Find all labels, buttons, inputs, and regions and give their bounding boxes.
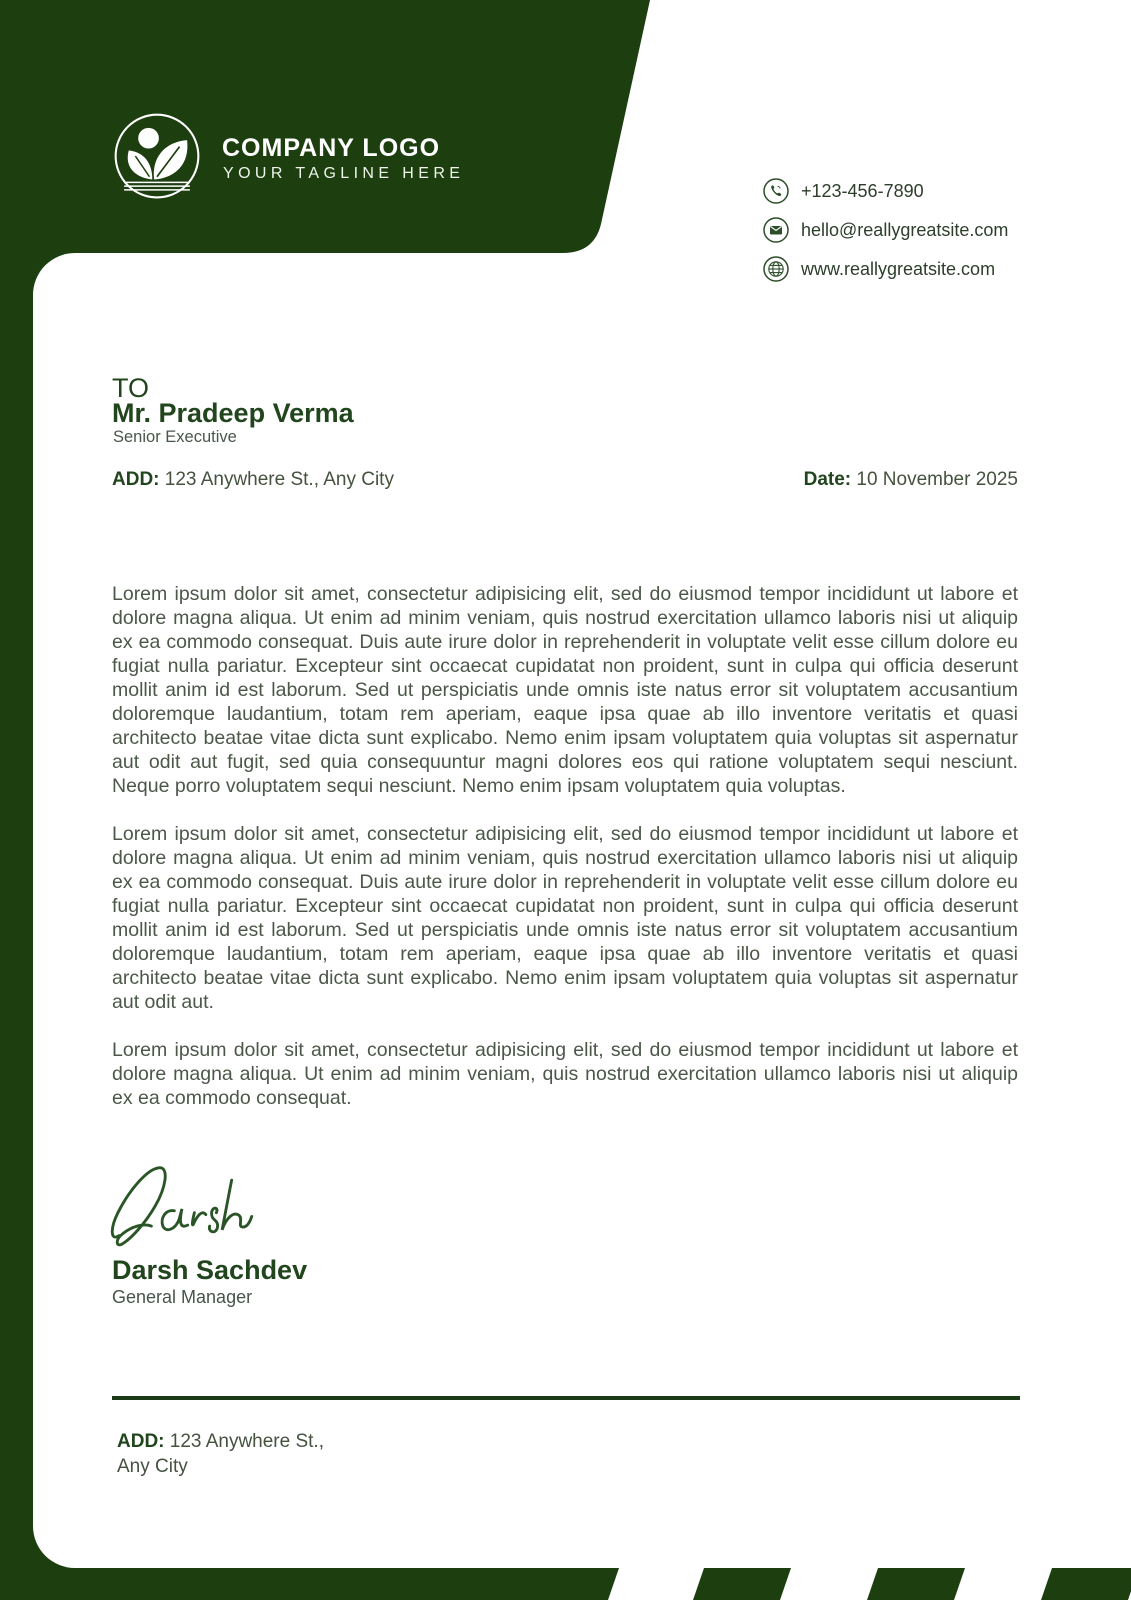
- footer-address: [117, 1429, 324, 1479]
- phone-number: +123-456-7890: [801, 181, 924, 201]
- footer-address-line2: Any City: [117, 1456, 188, 1477]
- recipient-title: Senior Executive: [113, 428, 237, 446]
- leaf-plant-logo-icon: [110, 110, 204, 204]
- date-label: Date:: [803, 469, 857, 490]
- footer-divider: [112, 1396, 1020, 1400]
- address-value: 123 Anywhere St., Any City: [164, 469, 394, 490]
- contact-email-row: [763, 217, 1093, 243]
- website-url: www.reallygreatsite.com: [801, 259, 996, 279]
- address-label: ADD:: [112, 469, 165, 490]
- body-paragraph: Lorem ipsum dolor sit amet, consectetur adipisicing elit, sed do eiusmod tempor incididunt ut labore et dolore magna aliqua. Ut enim ad minim veniam, quis nostrud exercitation ullamco laboris nisi ut aliquip ex ea commodo consequat.: [112, 1039, 1018, 1109]
- letter-date: [804, 469, 1018, 491]
- recipient-heading: TO: [112, 373, 150, 403]
- body-paragraph: Lorem ipsum dolor sit amet, consectetur adipisicing elit, sed do eiusmod tempor incididunt ut labore et dolore magna aliqua. Ut enim ad minim veniam, quis nostrud exercitation ullamco laboris nisi ut aliquip ex ea commodo consequat. Duis aute irure dolor in reprehenderit in voluptate velit esse cillum dolore eu fugiat nulla pariatur. Excepteur sint occaecat cupidatat non proident, sunt in culpa qui officia deserunt mollit anim id est laborum. Sed ut perspiciatis unde omnis iste natus error sit voluptatem accusantium doloremque laudantium, totam rem aperiam, eaque ipsa quae ab illo inventore veritatis et quasi architecto beatae vitae dicta sunt explicabo. Nemo enim ipsam voluptatem quia voluptas sit aspernatur aut odit aut fugit, sed quia consequuntur magni dolores eos qui ratione voluptatem sequi nesciunt. Neque porro voluptatem sequi nesciunt. Nemo enim ipsam voluptatem quia voluptas.: [112, 583, 1018, 797]
- mail-icon: [763, 217, 789, 243]
- contact-phone-row: [763, 178, 1093, 204]
- date-value: 10 November 2025: [856, 469, 1018, 490]
- company-logo-icon: [110, 110, 204, 204]
- body-paragraph: Lorem ipsum dolor sit amet, consectetur adipisicing elit, sed do eiusmod tempor incididunt ut labore et dolore magna aliqua. Ut enim ad minim veniam, quis nostrud exercitation ullamco laboris nisi ut aliquip ex ea commodo consequat. Duis aute irure dolor in reprehenderit in voluptate velit esse cillum dolore eu fugiat nulla pariatur. Excepteur sint occaecat cupidatat non proident, sunt in culpa qui officia deserunt mollit anim id est laborum. Sed ut perspiciatis unde omnis iste natus error sit voluptatem accusantium doloremque laudantium, totam rem aperiam, eaque ipsa quae ab illo inventore veritatis et quasi architecto beatae vitae dicta sunt explicabo. Nemo enim ipsam voluptatem quia voluptas sit aspernatur aut odit aut.: [112, 823, 1018, 1013]
- footer-address-label: ADD:: [117, 1431, 170, 1452]
- footer-address-line1: 123 Anywhere St.,: [169, 1431, 324, 1452]
- signature-icon: [108, 1163, 254, 1249]
- address-date-row: [112, 469, 1018, 491]
- phone-icon: [763, 178, 789, 204]
- recipient-address: [112, 469, 394, 491]
- letter-body: [112, 582, 1018, 1110]
- recipient-name: Mr. Pradeep Verma: [112, 398, 354, 428]
- email-address: hello@reallygreatsite.com: [801, 220, 1009, 240]
- sender-name: Darsh Sachdev: [112, 1255, 308, 1285]
- company-name: COMPANY LOGO: [222, 134, 441, 162]
- company-tagline: YOUR TAGLINE HERE: [223, 165, 465, 182]
- globe-icon: [763, 256, 789, 282]
- sender-title: General Manager: [112, 1287, 253, 1307]
- contact-website-row: [763, 256, 1093, 282]
